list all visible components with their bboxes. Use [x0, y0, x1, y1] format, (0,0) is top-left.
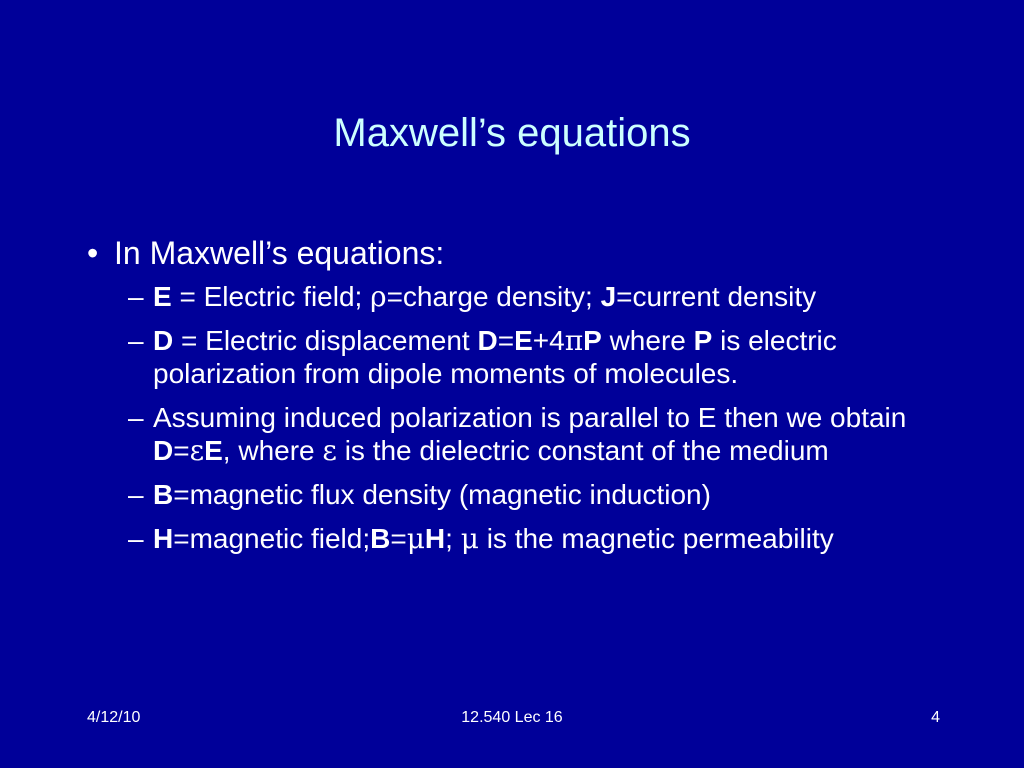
slide-title: Maxwell’s equations	[333, 111, 691, 155]
text-run: =	[497, 325, 515, 356]
text-run: =	[390, 523, 407, 554]
bold-symbol: P	[583, 325, 602, 356]
sub-bullet-text	[153, 478, 958, 511]
text-run: , where	[222, 435, 323, 466]
sub-bullet-text	[153, 401, 958, 467]
footer-date: 4/12/10	[87, 709, 141, 726]
greek-symbol: ε	[322, 434, 337, 467]
greek-symbol: μ	[460, 522, 479, 555]
sub-bullet-marker: –	[128, 402, 144, 433]
sub-bullet-list	[128, 280, 958, 566]
bullet-main	[87, 234, 987, 272]
greek-symbol: ε	[189, 434, 205, 467]
bold-symbol: E	[153, 281, 172, 312]
text-run: =	[173, 435, 190, 466]
sub-bullet-marker: –	[128, 479, 144, 510]
bold-symbol: B	[370, 523, 391, 554]
footer-course: 12.540 Lec 16	[461, 709, 563, 726]
text-run: =current density	[616, 281, 817, 312]
sub-bullet-text	[153, 280, 958, 313]
bold-symbol: P	[693, 325, 713, 356]
footer-page-number: 4	[931, 709, 940, 726]
sub-bullet-text	[153, 324, 958, 390]
text-run: ;	[445, 523, 461, 554]
sub-bullet-item	[128, 401, 958, 467]
bold-symbol: E	[514, 325, 533, 356]
text-run: =magnetic field;	[173, 523, 371, 554]
bold-symbol: E	[204, 435, 223, 466]
bold-symbol: J	[600, 281, 617, 312]
text-run: =charge density;	[386, 281, 601, 312]
sub-bullet-text	[153, 522, 958, 555]
text-run: Assuming induced polarization is parallel to E then we obtain	[153, 402, 907, 433]
greek-symbol: ρ	[370, 280, 387, 313]
sub-bullet-item	[128, 522, 958, 555]
sub-bullet-marker: –	[128, 281, 144, 312]
text-run: = Electric displacement	[173, 325, 478, 356]
sub-bullet-item	[128, 280, 958, 313]
sub-bullet-marker: –	[128, 523, 144, 554]
text-run: where	[601, 325, 694, 356]
sub-bullet-item	[128, 324, 958, 390]
greek-symbol: μ	[406, 522, 425, 555]
text-run: =magnetic flux density (magnetic induction)	[173, 479, 711, 510]
sub-bullet-marker: –	[128, 325, 144, 356]
text-run: is electric polarization from dipole moments of molecules.	[153, 325, 837, 389]
bold-symbol: B	[153, 479, 174, 510]
bold-symbol: D	[153, 435, 174, 466]
sub-bullet-item	[128, 478, 958, 511]
bold-symbol: D	[477, 325, 498, 356]
text-run: = Electric field;	[171, 281, 371, 312]
text-run: is the dielectric constant of the medium	[336, 435, 829, 466]
bold-symbol: H	[424, 523, 446, 554]
text-run: +4	[532, 325, 565, 356]
bold-symbol: H	[153, 523, 174, 554]
bold-symbol: D	[153, 325, 174, 356]
bullet-marker: •	[87, 235, 99, 271]
text-run: is the magnetic permeability	[478, 523, 834, 554]
bullet-main-text: In Maxwell’s equations:	[114, 235, 445, 271]
greek-symbol: π	[564, 324, 584, 357]
